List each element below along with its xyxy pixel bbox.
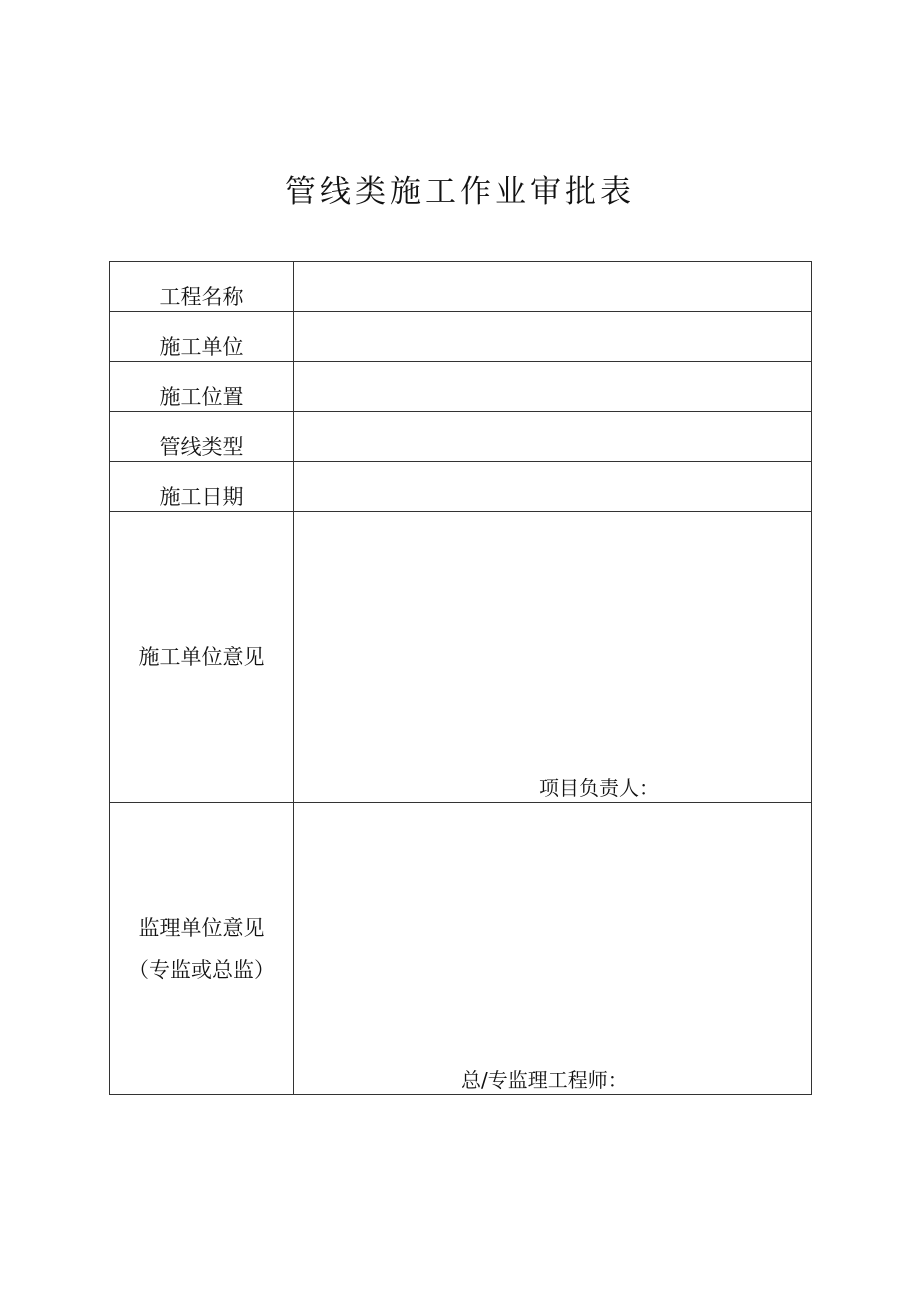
table-row [110, 362, 812, 412]
project-name-field[interactable] [294, 262, 812, 312]
construction-opinion-label-text: 施工单位意见 [138, 645, 265, 669]
project-leader-signature-label: 项目负责人： [539, 776, 659, 800]
table-row [110, 262, 812, 312]
construction-location-field[interactable] [294, 362, 812, 412]
table-row [110, 412, 812, 462]
construction-location-label: 施工位置 [110, 362, 294, 412]
construction-unit-label: 施工单位 [110, 312, 294, 362]
supervising-engineer-signature-label: 总/专监理工程师： [461, 1068, 628, 1092]
table-row [110, 312, 812, 362]
construction-opinion-label [110, 512, 294, 803]
supervision-opinion-label [110, 803, 294, 1095]
document-title: 管线类施工作业审批表 [285, 174, 635, 210]
approval-form-table [109, 261, 812, 1095]
pipeline-type-field[interactable] [294, 412, 812, 462]
supervision-opinion-field[interactable] [294, 803, 812, 1095]
construction-date-label: 施工日期 [110, 462, 294, 512]
construction-unit-field[interactable] [294, 312, 812, 362]
supervision-opinion-sub-label: （专监或总监） [128, 957, 275, 982]
construction-date-field[interactable] [294, 462, 812, 512]
project-name-label: 工程名称 [110, 262, 294, 312]
supervision-opinion-label-text: 监理单位意见 [138, 915, 265, 940]
table-row [110, 512, 812, 803]
construction-opinion-field[interactable] [294, 512, 812, 803]
table-row [110, 462, 812, 512]
pipeline-type-label: 管线类型 [110, 412, 294, 462]
table-row [110, 803, 812, 1095]
